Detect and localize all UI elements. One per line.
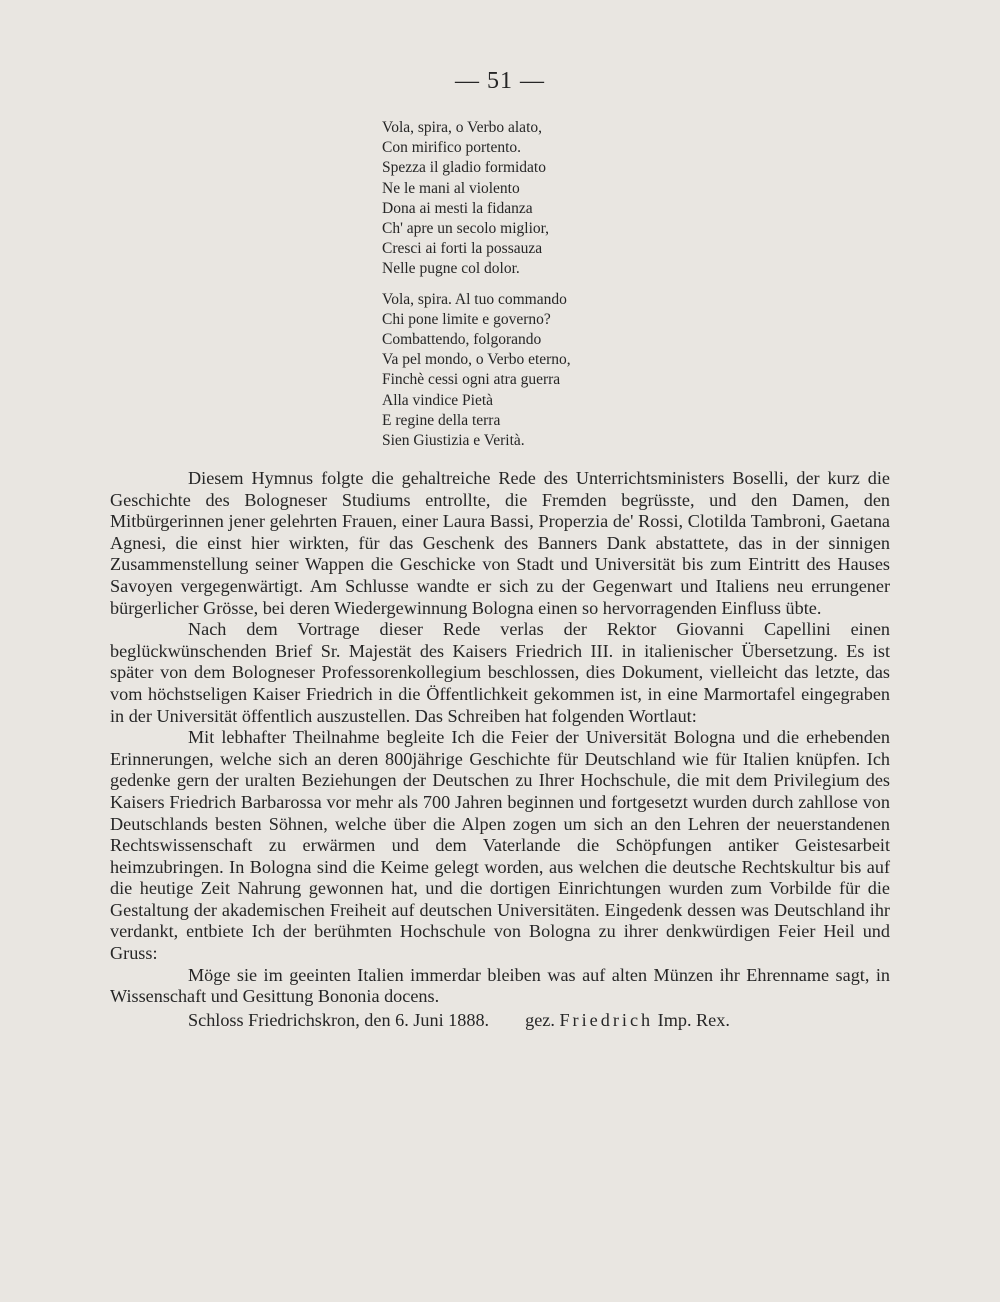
poem-verse: Chi pone limite e governo?	[382, 310, 551, 328]
paragraph-letter-body: Mit lebhafter Theilnahme begleite Ich die Feier der Universität Bologna und die erhebenden Erinnerungen, welche sich an deren 800jährige Geschichte für Deutschland wie für Italien knüpfen. Ich gedenke gern der uralten Beziehungen der Deutschen zu Ihrer Hochschule, die mit dem Privilegium des Kaisers Friedrich Barbarossa vor mehr als 700 Jahren beginnen und fortgesetzt wurden durch zahllose von Deutschlands besten Söhnen, welche über die Alpen zogen um sich an den Lehren der neuerstandenen Rechtswissenschaft zu erwärmen und dem Vaterlande die Schöpfungen antiker Geistesarbeit heimzubringen. In Bologna sind die Keime gelegt worden, aus welchen die deutsche Rechtskultur bis auf die heutige Zeit Nahrung gewonnen hat, und die dortigen Einrichtungen wurden zum Vorbilde für die Gestaltung der akademischen Freiheit auf deutschen Universitäten. Eingedenk dessen was Deutschland ihr verdankt, entbiete Ich der berühmten Hochschule von Bologna zu ihrer denkwürdigen Feier Heil und Gruss:	[110, 727, 890, 964]
poem-verse: Con mirifico portento.	[382, 139, 522, 157]
prose-block	[110, 468, 890, 1031]
poem-verse: Sien Giustizia e Verità.	[382, 432, 525, 450]
poem-block	[382, 118, 702, 451]
poem-verse: Finchè cessi ogni atra guerra	[382, 371, 561, 389]
poem-stanza	[382, 290, 702, 452]
signature-prefix: gez.	[525, 1009, 555, 1030]
poem-verse: Ne le mani al violento	[382, 179, 520, 197]
paragraph-letter-closing: Möge sie im geeinten Italien immerdar bleiben was auf alten Münzen ihr Ehrenname sagt, in Wissenschaft und Gesittung Bononia docens.	[110, 964, 890, 1007]
poem-verse: Va pel mondo, o Verbo eterno,	[382, 351, 571, 369]
poem-verse: Vola, spira. Al tuo commando	[382, 290, 567, 308]
poem-verse: Vola, spira, o Verbo alato,	[382, 119, 542, 136]
paragraph-letter-intro: Nach dem Vortrage dieser Rede verlas der Rektor Giovanni Capellini einen beglückwünschenden Brief Sr. Majestät des Kaisers Friedrich III. in italienischer Übersetzung. Es ist später von dem Bologneser Professorenkollegium beschlossen, dies Dokument, vielleicht das letzte, das vom höchstseligen Kaiser Friedrich in die Öffentlichkeit gekommen ist, in eine Marmortafel eingegraben in der Universität öffentlich auszustellen. Das Schreiben hat folgenden Wortlaut:	[110, 619, 890, 726]
poem-verse: Combattendo, folgorando	[382, 331, 542, 349]
poem-verse: Cresci ai forti la possauza	[382, 240, 543, 258]
page-number: — 51 —	[455, 68, 545, 94]
poem-verse: Ch' apre un secolo miglior,	[382, 220, 550, 238]
poem-verse: Spezza il gladio formidato	[382, 159, 546, 177]
poem-verse: Nelle pugne col dolor.	[382, 260, 520, 278]
signature-signer: Friedrich	[559, 1009, 654, 1030]
poem-stanza	[382, 118, 702, 280]
poem-verse: Alla vindice Pietà	[382, 391, 494, 409]
signature-place-date: Schloss Friedrichskron, den 6. Juni 1888.	[188, 1009, 490, 1030]
paragraph-speech: Diesem Hymnus folgte die gehaltreiche Rede des Unterrichtsministers Boselli, der kurz die Geschichte des Bologneser Studiums entrollte, die Fremden begrüsste, und den Damen, den Mitbürgerinnen jener gelehrten Frauen, einer Laura Bassi, Properzia de' Rossi, Clotilda Tambroni, Gaetana Agnesi, die einst hier wirkten, für das Geschenk des Banners Dank abstattete, das in der sinnigen Zusammenstellung seiner Wappen die Geschicke von Stadt und Universität bis zum Eintritt des Hauses Savoyen vergegenwärtigt. Am Schlusse wandte er sich zu der Gegenwart und Italiens neu errungener bürgerlicher Grösse, bei deren Wiedergewinnung Bologna einen so hervorragenden Einfluss übte.	[110, 468, 890, 618]
letter-signature	[110, 1010, 890, 1032]
signature-title: Imp. Rex.	[657, 1009, 730, 1030]
poem-verse: E regine della terra	[382, 411, 501, 429]
poem-verse: Dona ai mesti la fidanza	[382, 199, 533, 217]
